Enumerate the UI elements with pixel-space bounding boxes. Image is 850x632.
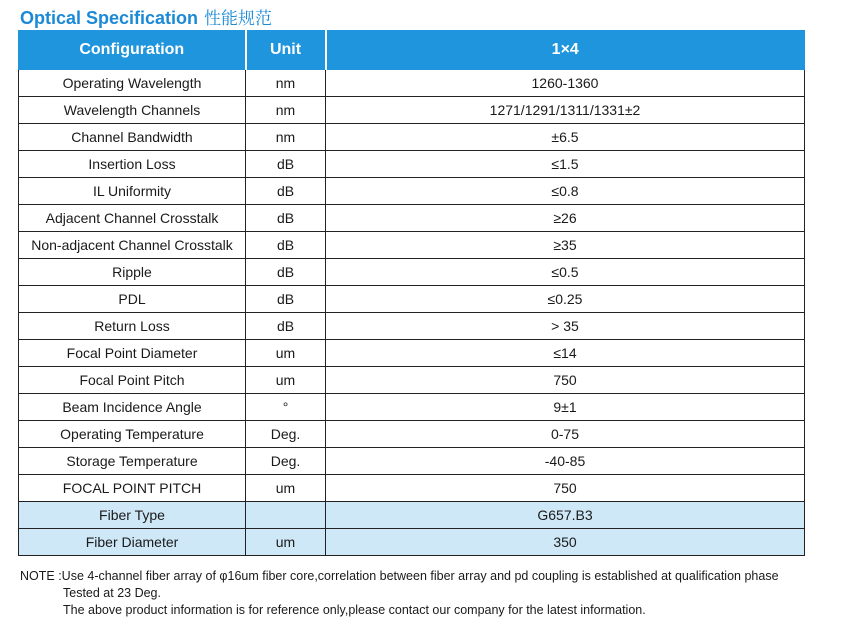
cell-value: 0-75 bbox=[326, 421, 805, 448]
cell-value: ≤1.5 bbox=[326, 151, 805, 178]
cell-unit: nm bbox=[246, 97, 326, 124]
table-row bbox=[19, 313, 805, 340]
cell-unit: dB bbox=[246, 313, 326, 340]
table-row bbox=[19, 394, 805, 421]
cell-configuration: Wavelength Channels bbox=[19, 97, 246, 124]
table-row bbox=[19, 475, 805, 502]
cell-unit: nm bbox=[246, 124, 326, 151]
note-line: NOTE :Use 4-channel fiber array of φ16um fiber core,correlation between fiber array and pd coupling is established at qualification phase bbox=[20, 569, 779, 583]
table-body bbox=[19, 70, 805, 556]
cell-configuration: Non-adjacent Channel Crosstalk bbox=[19, 232, 246, 259]
cell-configuration: Channel Bandwidth bbox=[19, 124, 246, 151]
cell-unit bbox=[246, 502, 326, 529]
cell-unit: um bbox=[246, 340, 326, 367]
table-row bbox=[19, 232, 805, 259]
cell-unit: dB bbox=[246, 178, 326, 205]
cell-configuration: Focal Point Diameter bbox=[19, 340, 246, 367]
table-row bbox=[19, 421, 805, 448]
table-row bbox=[19, 124, 805, 151]
note-line: The above product information is for reference only,please contact our company for the latest information. bbox=[63, 603, 646, 617]
cell-unit: dB bbox=[246, 151, 326, 178]
cell-value: ≥35 bbox=[326, 232, 805, 259]
cell-configuration: Focal Point Pitch bbox=[19, 367, 246, 394]
cell-configuration: Fiber Diameter bbox=[19, 529, 246, 556]
table-row bbox=[19, 340, 805, 367]
cell-value: G657.B3 bbox=[326, 502, 805, 529]
column-header-unit: Unit bbox=[246, 31, 326, 70]
cell-value: 750 bbox=[326, 367, 805, 394]
table-row bbox=[19, 205, 805, 232]
cell-unit: dB bbox=[246, 259, 326, 286]
cell-value: ≥26 bbox=[326, 205, 805, 232]
cell-value: ≤14 bbox=[326, 340, 805, 367]
cell-unit: Deg. bbox=[246, 421, 326, 448]
cell-value: ≤0.5 bbox=[326, 259, 805, 286]
cell-unit: ° bbox=[246, 394, 326, 421]
table-row bbox=[19, 367, 805, 394]
cell-unit: nm bbox=[246, 70, 326, 97]
cell-unit: dB bbox=[246, 286, 326, 313]
cell-configuration: Adjacent Channel Crosstalk bbox=[19, 205, 246, 232]
cell-configuration: Fiber Type bbox=[19, 502, 246, 529]
cell-configuration: Operating Temperature bbox=[19, 421, 246, 448]
cell-value: 9±1 bbox=[326, 394, 805, 421]
cell-unit: um bbox=[246, 475, 326, 502]
cell-value: -40-85 bbox=[326, 448, 805, 475]
note-line: Tested at 23 Deg. bbox=[63, 586, 161, 600]
table-row bbox=[19, 178, 805, 205]
cell-value: 750 bbox=[326, 475, 805, 502]
cell-value: > 35 bbox=[326, 313, 805, 340]
table-row bbox=[19, 97, 805, 124]
table-row bbox=[19, 286, 805, 313]
cell-value: ≤0.8 bbox=[326, 178, 805, 205]
spec-table-container bbox=[18, 30, 804, 556]
column-header-value: 1×4 bbox=[326, 31, 805, 70]
title-chinese: 性能规范 bbox=[204, 9, 273, 29]
cell-value: ≤0.25 bbox=[326, 286, 805, 313]
cell-configuration: Operating Wavelength bbox=[19, 70, 246, 97]
cell-unit: dB bbox=[246, 232, 326, 259]
column-header-configuration: Configuration bbox=[19, 31, 246, 70]
cell-configuration: Insertion Loss bbox=[19, 151, 246, 178]
notes bbox=[20, 568, 779, 619]
table-row bbox=[19, 502, 805, 529]
table-row bbox=[19, 448, 805, 475]
cell-configuration: Return Loss bbox=[19, 313, 246, 340]
cell-unit: um bbox=[246, 529, 326, 556]
table-row bbox=[19, 259, 805, 286]
spec-table bbox=[18, 30, 805, 556]
cell-value: 1271/1291/1311/1331±2 bbox=[326, 97, 805, 124]
cell-configuration: Ripple bbox=[19, 259, 246, 286]
cell-configuration: Beam Incidence Angle bbox=[19, 394, 246, 421]
page-title bbox=[20, 4, 272, 29]
table-row bbox=[19, 70, 805, 97]
cell-configuration: IL Uniformity bbox=[19, 178, 246, 205]
table-row bbox=[19, 529, 805, 556]
title-english: Optical Specification bbox=[20, 8, 199, 28]
cell-value: 1260-1360 bbox=[326, 70, 805, 97]
table-row bbox=[19, 151, 805, 178]
cell-value: ±6.5 bbox=[326, 124, 805, 151]
cell-unit: um bbox=[246, 367, 326, 394]
cell-configuration: PDL bbox=[19, 286, 246, 313]
cell-configuration: FOCAL POINT PITCH bbox=[19, 475, 246, 502]
cell-value: 350 bbox=[326, 529, 805, 556]
cell-unit: Deg. bbox=[246, 448, 326, 475]
table-header bbox=[19, 31, 805, 70]
cell-configuration: Storage Temperature bbox=[19, 448, 246, 475]
cell-unit: dB bbox=[246, 205, 326, 232]
